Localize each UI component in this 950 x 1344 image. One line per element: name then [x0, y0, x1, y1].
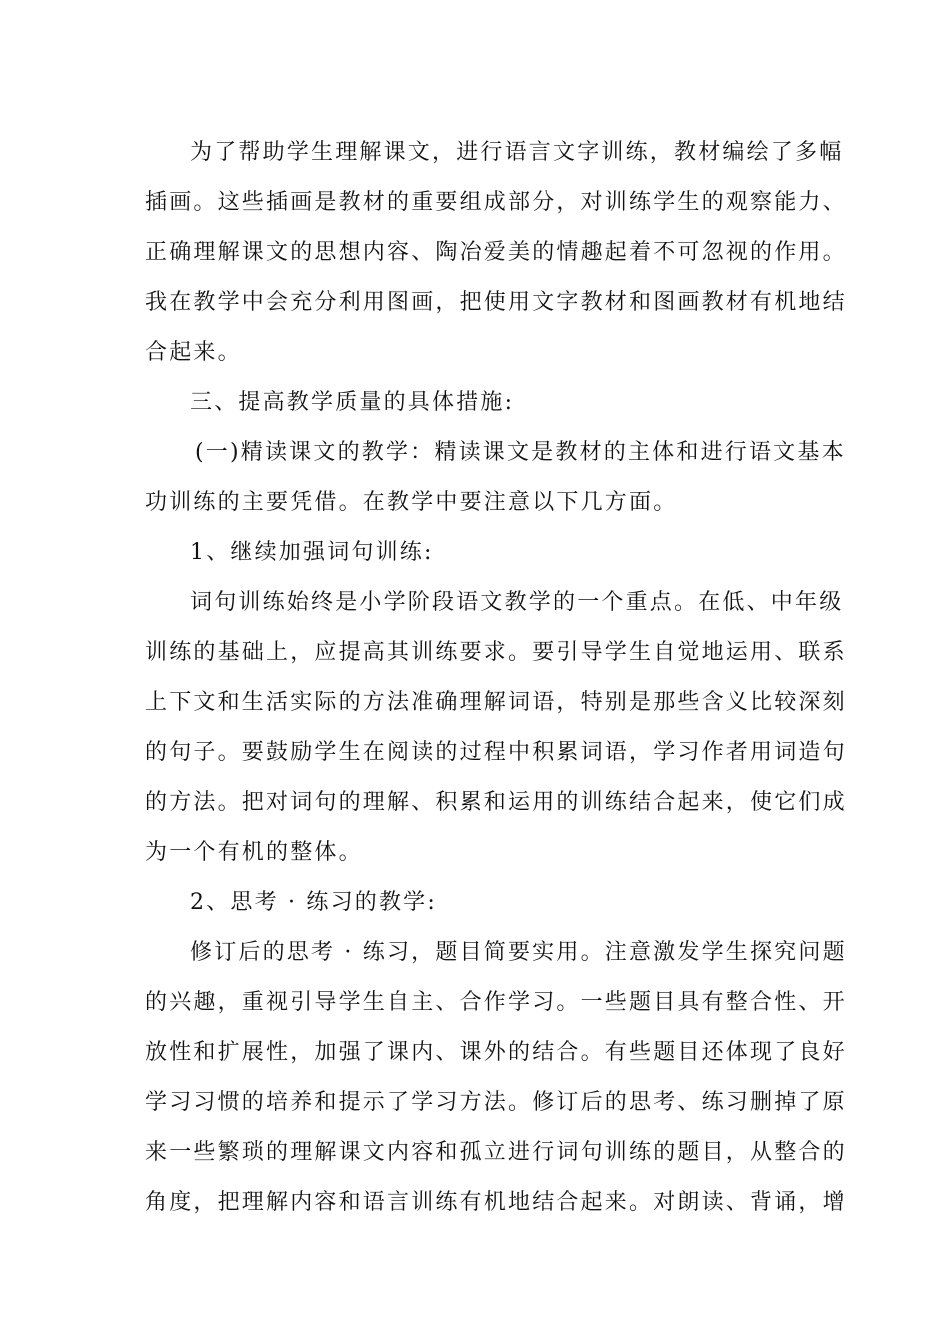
- item-heading: 2、思考 · 练习的教学:: [190, 890, 437, 915]
- paragraph-line: 放性和扩展性，加强了课内、课外的结合。有些题目还体现了良好: [145, 1040, 847, 1065]
- paragraph-line: 学习习惯的培养和提示了学习方法。修订后的思考、练习删掉了原: [145, 1090, 847, 1115]
- paragraph-line: 的方法。把对词句的理解、积累和运用的训练结合起来，使它们成: [145, 790, 847, 815]
- paragraph-line: 合起来。: [145, 340, 242, 365]
- paragraph-line: 的兴趣，重视引导学生自主、合作学习。一些题目具有整合性、开: [145, 990, 847, 1015]
- paragraph-line: 角度，把理解内容和语言训练有机地结合起来。对朗读、背诵，增: [145, 1190, 847, 1215]
- subsection-heading: (一)精读课文的教学：精读课文是教材的主体和进行语文基本: [195, 440, 846, 465]
- paragraph-line: 为一个有机的整体。: [145, 840, 363, 865]
- paragraph-line: 训练的基础上，应提高其训练要求。要引导学生自觉地运用、联系: [145, 640, 847, 665]
- paragraph-line: 为了帮助学生理解课文，进行语言文字训练，教材编绘了多幅: [190, 140, 844, 165]
- paragraph-line: 正确理解课文的思想内容、陶冶爱美的情趣起着不可忽视的作用。: [145, 240, 847, 265]
- paragraph-line: 词句训练始终是小学阶段语文教学的一个重点。在低、中年级: [190, 590, 844, 615]
- section-heading: 三、提高教学质量的具体措施:: [190, 390, 515, 415]
- paragraph-line: 上下文和生活实际的方法准确理解词语，特别是那些含义比较深刻: [145, 690, 847, 715]
- paragraph-line: 我在教学中会充分利用图画，把使用文字教材和图画教材有机地结: [145, 290, 847, 315]
- item-heading: 1、继续加强词句训练:: [190, 540, 434, 565]
- paragraph-line: 插画。这些插画是教材的重要组成部分，对训练学生的观察能力、: [145, 190, 847, 215]
- paragraph-line: 来一些繁琐的理解课文内容和孤立进行词句训练的题目，从整合的: [145, 1140, 847, 1165]
- paragraph-line: 修订后的思考 · 练习，题目简要实用。注意激发学生探究问题: [190, 940, 847, 965]
- paragraph-line: 的句子。要鼓励学生在阅读的过程中积累词语，学习作者用词造句: [145, 740, 847, 765]
- paragraph-line: 功训练的主要凭借。在教学中要注意以下几方面。: [145, 490, 678, 515]
